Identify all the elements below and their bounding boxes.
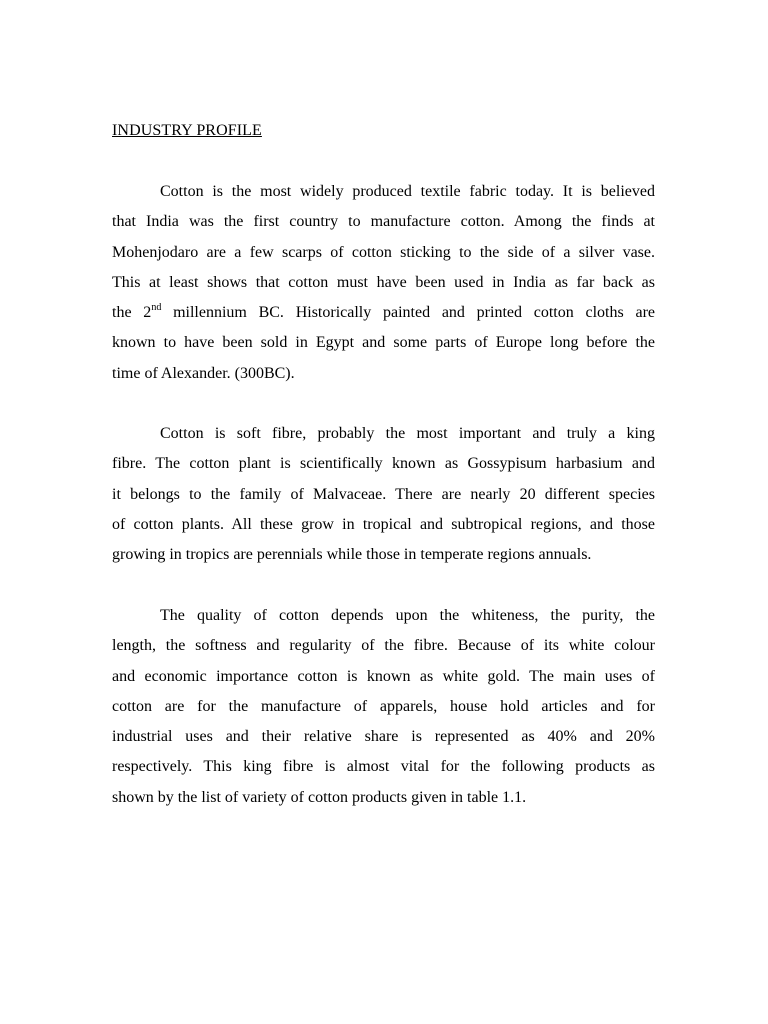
- paragraph-line: known to have been sold in Egypt and some parts of Europe long before the: [112, 334, 655, 352]
- paragraph-line: cotton are for the manufacture of apparels, house hold articles and for: [112, 697, 655, 715]
- paragraph-line: time of Alexander. (300BC).: [112, 364, 295, 382]
- paragraph-line: Mohenjodaro are a few scarps of cotton sticking to the side of a silver vase.: [112, 243, 655, 261]
- paragraph-cotton-plant: [112, 419, 655, 570]
- paragraph-line: Cotton is soft fibre, probably the most important and truly a king: [160, 425, 655, 442]
- line-text: the 2: [112, 304, 152, 322]
- section-heading: INDUSTRY PROFILE: [112, 122, 262, 139]
- paragraph-line: it belongs to the family of Malvaceae. There are nearly 20 different species: [112, 485, 655, 503]
- paragraph-line: industrial uses and their relative share is represented as 40% and 20%: [112, 728, 655, 746]
- paragraph-line: fibre. The cotton plant is scientifically known as Gossypisum harbasium and: [112, 455, 655, 473]
- paragraph-line: This at least shows that cotton must have been used in India as far back as: [112, 273, 655, 291]
- ordinal-superscript: nd: [151, 302, 162, 314]
- paragraph-line: respectively. This king fibre is almost vital for the following products as: [112, 758, 655, 776]
- paragraph-line: shown by the list of variety of cotton products given in table 1.1.: [112, 788, 527, 806]
- paragraph-cotton-history: [112, 177, 655, 389]
- paragraph-cotton-quality: [112, 601, 655, 813]
- paragraph-line: and economic importance cotton is known as white gold. The main uses of: [112, 667, 655, 685]
- paragraph-line: The quality of cotton depends upon the whiteness, the purity, the: [160, 607, 655, 624]
- line-text: millennium BC. Historically painted and printed cotton cloths are: [161, 304, 656, 322]
- paragraph-line-with-superscript: [112, 298, 655, 328]
- paragraph-line: that India was the first country to manufacture cotton. Among the finds at: [112, 213, 655, 231]
- paragraph-line: growing in tropics are perennials while those in temperate regions annuals.: [112, 546, 592, 564]
- paragraph-line: length, the softness and regularity of the fibre. Because of its white colour: [112, 637, 655, 655]
- paragraph-line: Cotton is the most widely produced textile fabric today. It is believed: [160, 183, 655, 200]
- paragraph-line: of cotton plants. All these grow in tropical and subtropical regions, and those: [112, 515, 655, 533]
